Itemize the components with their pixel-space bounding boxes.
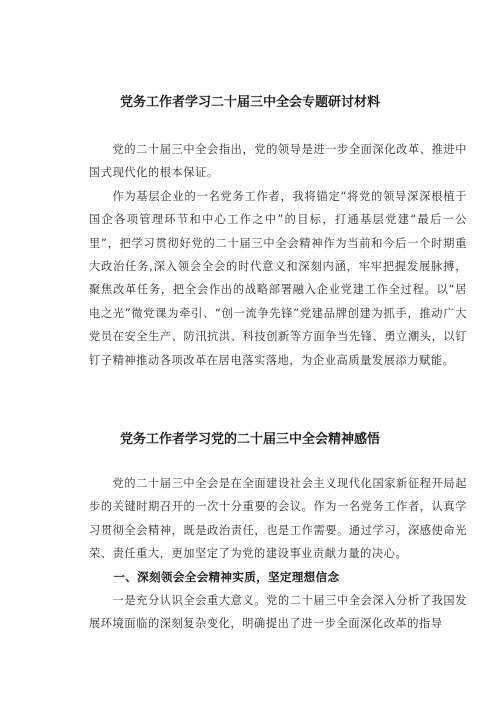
article-1-title: 党务工作者学习二十届三中全会专题研讨材料 <box>119 95 380 110</box>
article-2-title: 党务工作者学习党的二十届三中全会精神感悟 <box>119 432 380 447</box>
article-2-intro-paragraph: 党的二十届三中全会是在全面建设社会主义现代化国家新征程开局起步的关键时期召开的一次十分重要的会议。作为一名党务工作者，认真学习贯彻全会精神，既是政治责任，也是工作需要。通过学习，深感使命光荣、责任重大，更加坚定了为党的建设事业贡献力量的决心。 <box>89 477 467 561</box>
section-heading-1: 一、深刻领会全会精神实质，坚定理想信念 <box>113 569 340 584</box>
article-2-body <box>89 472 467 636</box>
article-1-paragraph-2: 作为基层企业的一名党务工作者，我将锚定“将党的领导深深根植于国企各项管理环节和中心工作之中”的目标，打通基层党建“最后一公里”，把学习贯彻好党的二十届三中全会精神作为当前和今后一个时期重大政治任务,深入领会全会的时代意义和深刻内涵，牢牢把握发展脉搏，聚焦改革任务，把全会作出的战略部署融入企业党建工作全过程。以“居电之光”微党课为牵引、“创一流争先锋”党建品牌创建为抓手，推动广大党员在安全生产、防汛抗洪、科技创新等方面争当先锋、勇立潮头，以钉钉子精神推动各项改革在居电落实落地，为企业高质量发展添力赋能。 <box>89 189 467 367</box>
article-1-paragraph-1: 党的二十届三中全会指出，党的领导是进一步全面深化改革、推进中国式现代化的根本保证。 <box>89 143 467 180</box>
article-1-body <box>89 138 467 372</box>
article-2-body-paragraph-1: 一是充分认识全会重大意义。党的二十届三中全会深入分析了我国发展环境面临的深刻复杂变化，明确提出了进一步全面深化改革的指导 <box>89 594 467 631</box>
